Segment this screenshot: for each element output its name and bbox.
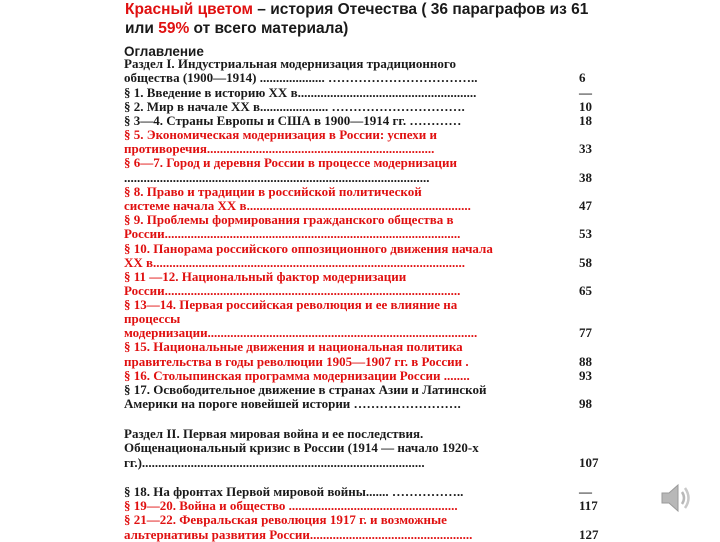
toc-page-number: 18 [579, 113, 592, 128]
toc-entry [124, 256, 594, 270]
toc-entry-text: § 15. Национальные движения и национальная политика [124, 339, 463, 354]
toc-page-number: — [579, 484, 592, 499]
header-text: – история Отечества ( 36 параграфов из 61 или [125, 1, 589, 37]
toc-entry-text: Раздел I. Индустриальная модернизация традиционного [124, 56, 456, 71]
toc-entry-text: системе начала XX в..................................................................... [124, 198, 471, 213]
slide-header [125, 0, 595, 38]
header-percent: 59% [158, 20, 190, 37]
toc-entry [124, 369, 594, 383]
toc-entry-text: § 11 —12. Национальный фактор модернизации [124, 269, 407, 284]
toc-entry-text: модернизации................................................................................... [124, 325, 478, 340]
speaker-icon[interactable] [656, 478, 696, 518]
header-text-end: от всего материала) [189, 20, 349, 37]
toc-entry [124, 427, 594, 441]
toc-entry [124, 455, 599, 470]
toc-entry-text: § 19—20. Война и общество .................................................... [124, 498, 458, 513]
toc-entry [124, 441, 594, 455]
toc-entry [124, 156, 594, 170]
toc-entry [124, 185, 594, 199]
toc-entry [124, 227, 594, 241]
toc-entry [124, 171, 594, 185]
toc-entry-text: России........................................................................................... [124, 226, 461, 241]
toc-entry [124, 128, 594, 142]
toc-entry-text: России........................................................................................... [124, 283, 461, 298]
toc-page-number: 38 [579, 170, 592, 185]
toc-page-number: 88 [579, 354, 592, 369]
toc-entry-text: процессы [124, 311, 181, 326]
header-highlight: Красный цветом [125, 1, 253, 18]
toc-entry-text: § 13—14. Первая российская революция и ее влияние на [124, 297, 458, 312]
toc-page-number: 117 [579, 498, 598, 513]
toc-entry-text: противоречия...................................................................... [124, 141, 435, 156]
toc-entry-text: § 2. Мир в начале XX в..................... …………………………. [124, 99, 465, 114]
toc-page-number: — [579, 85, 592, 100]
toc-page-number: 6 [579, 70, 586, 85]
toc-entry [124, 142, 594, 156]
toc-entry-text: правительства в годы революции 1905—1907 гг. в России . [124, 354, 469, 369]
toc-entry [124, 498, 598, 513]
toc-page-number: 93 [579, 368, 592, 383]
toc-entry-text: Общенациональный кризис в России (1914 — начало 1920-х [124, 440, 479, 455]
toc-entry-text: § 5. Экономическая модернизация в России: успехи и [124, 127, 438, 142]
toc-entry-text: альтернативы развития России.................................................. [124, 527, 473, 542]
toc-entry [124, 355, 594, 369]
toc-entry-text: § 18. На фронтах Первой мировой войны....... …………….. [124, 484, 464, 499]
toc-page-number: 77 [579, 325, 592, 340]
toc-title: Оглавление [124, 44, 204, 59]
toc-page-number: 98 [579, 396, 592, 411]
toc-page-number: 58 [579, 255, 592, 270]
toc-page-number: 10 [579, 99, 592, 114]
toc-entry [124, 71, 594, 85]
toc-entry-text: § 10. Панорама российского оппозиционного движения начала [124, 241, 493, 256]
toc-entry-text: § 9. Проблемы формирования гражданского общества в [124, 212, 454, 227]
toc-entry-text: общества (1900—1914) .................... …………………………….. [124, 70, 478, 85]
toc-page-number: 107 [579, 455, 599, 470]
toc-entry [124, 199, 594, 213]
toc-page-number: 65 [579, 283, 592, 298]
toc-entry [124, 57, 594, 71]
toc-entry [124, 340, 594, 354]
toc-entry-text: гг.)....................................................................................... [124, 455, 425, 470]
toc-entry [124, 312, 594, 326]
toc-entry [124, 397, 594, 411]
toc-entry-text: § 21—22. Февральская революция 1917 г. и возможные [124, 512, 447, 527]
toc-entry [124, 326, 594, 340]
toc-entry-text: XX в................................................................................................ [124, 255, 466, 270]
toc-page-number: 47 [579, 198, 592, 213]
toc-entry-text: .............................................................................................. [124, 170, 430, 185]
toc-entry-text: § 3—4. Страны Европы и США в 1900—1914 гг. ………… [124, 113, 462, 128]
toc-entry-text: § 16. Столыпинская программа модернизации России ........ [124, 368, 470, 383]
toc-entry-text: Америки на пороге новейшей истории ……………………. [124, 396, 461, 411]
toc-entry-text: § 6—7. Город и деревня России в процессе модернизации [124, 155, 458, 170]
toc-entry-text: § 1. Введение в историю XX в....................................................... [124, 85, 477, 100]
toc-entry [124, 100, 594, 114]
toc-page-number: 127 [579, 527, 599, 542]
toc-entry [124, 213, 594, 227]
toc-entry [124, 513, 594, 527]
toc-entry [124, 485, 594, 499]
toc-entry [124, 383, 594, 397]
toc-entry [124, 284, 594, 298]
toc-entry [124, 114, 594, 128]
toc-entry-text: § 8. Право и традиции в российской политической [124, 184, 422, 199]
toc-entry-text: Раздел II. Первая мировая война и ее последствия. [124, 426, 424, 441]
toc-entry-text: § 17. Освободительное движение в странах Азии и Латинской [124, 382, 487, 397]
toc-entry [124, 298, 594, 312]
toc-entry [124, 270, 594, 284]
toc-page-number: 53 [579, 226, 592, 241]
toc-entry [124, 242, 594, 256]
toc-entry [124, 86, 594, 100]
toc-page-number: 33 [579, 141, 592, 156]
